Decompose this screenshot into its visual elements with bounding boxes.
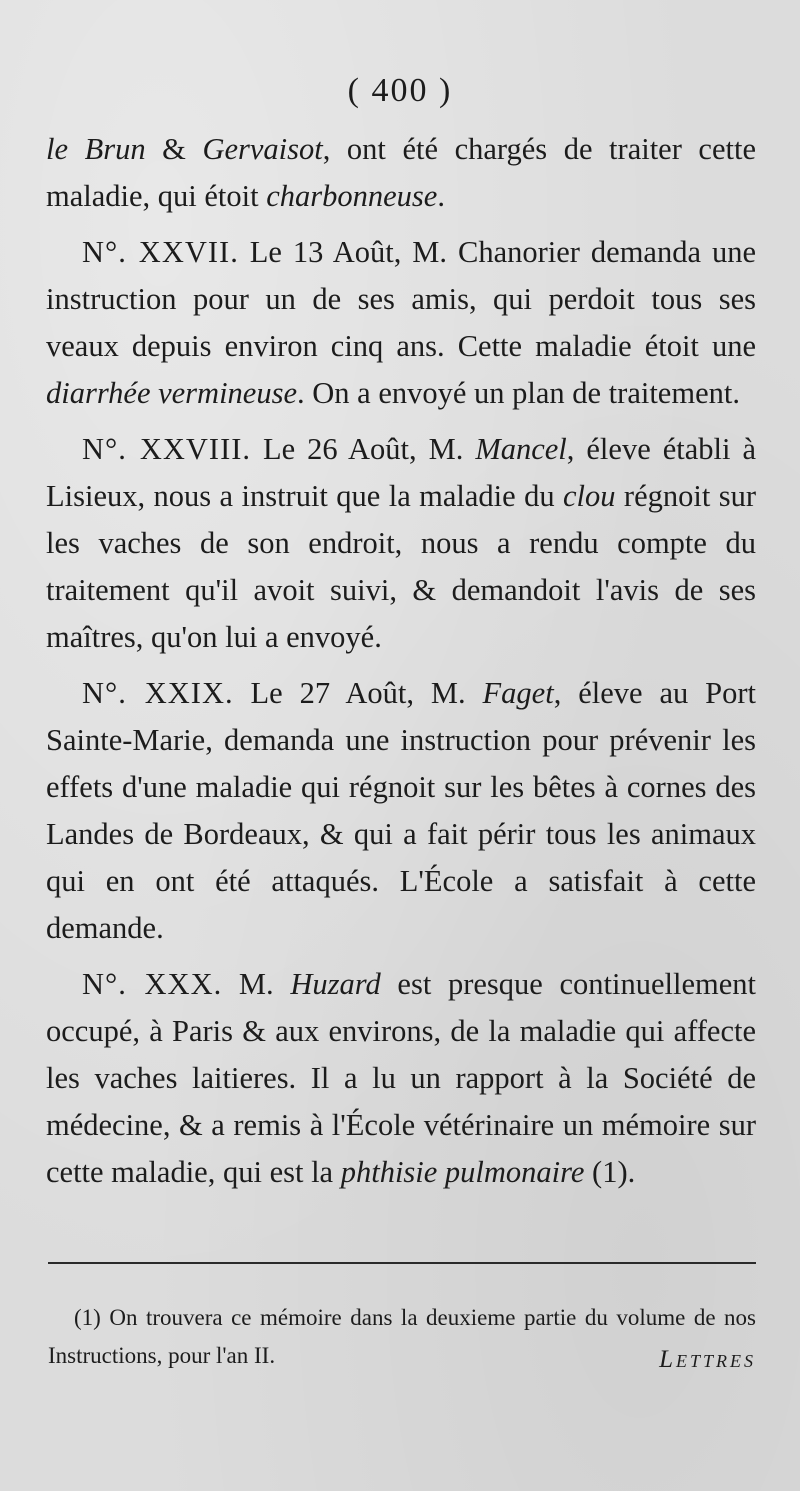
body-text bbox=[46, 126, 756, 1196]
entry-number: N°. XXX. bbox=[82, 967, 223, 1001]
entry-number: N°. XXVIII. bbox=[82, 432, 252, 466]
entry-xxviii: N°. XXVIII. Le 26 Août, M. Mancel, éleve établi à Lisieux, nous a instruit que la maladie du clou régnoit sur les vaches de son endroit, nous a rendu compte du traitement qu'il avoit suivi, & demandoit l'avis de ses maîtres, qu'on lui a envoyé. bbox=[46, 432, 756, 654]
page-number: ( 400 ) bbox=[347, 72, 453, 109]
person-name: Faget bbox=[482, 676, 554, 710]
italic-term: clou bbox=[563, 479, 616, 513]
catchword: Lettres bbox=[659, 1346, 756, 1373]
italic-term: charbonneuse bbox=[266, 179, 438, 213]
footnote-marker: (1) bbox=[74, 1305, 101, 1330]
entry-xxx: N°. XXX. M. Huzard est presque continuellement occupé, à Paris & aux environs, de la maladie qui affecte les vaches laitieres. Il a lu un rapport à la Société de médecine, & a remis à l'École vétérinaire un mémoire sur cette maladie, qui est la phthisie pulmonaire (1). bbox=[46, 967, 756, 1189]
entry-xxix: N°. XXIX. Le 27 Août, M. Faget, éleve au Port Sainte-Marie, demanda une instruction pour prévenir les effets d'une maladie qui régnoit sur les bêtes à cornes des Landes de Bordeaux, & qui a fait périr tous les animaux qui en ont été attaqués. L'École a satisfait à cette demande. bbox=[46, 676, 757, 945]
entry-number: N°. XXVII. bbox=[82, 235, 239, 269]
person-name: le Brun bbox=[46, 132, 146, 166]
person-name: Huzard bbox=[290, 967, 381, 1001]
entry-number: N°. XXIX. bbox=[82, 676, 234, 710]
footnote-rule bbox=[48, 1262, 756, 1264]
footnote-text: On trouvera ce mémoire dans la deuxieme partie du volume de nos Instructions, pour l'an II. bbox=[48, 1305, 756, 1368]
person-name: Mancel bbox=[475, 432, 567, 466]
entry-xxvii: N°. XXVII. Le 13 Août, M. Chanorier demanda une instruction pour un de ses amis, qui perdoit tous ses veaux depuis environ cinq ans. Cette maladie étoit une diarrhée vermineuse. On a envoyé un plan de traitement. bbox=[46, 235, 756, 410]
entry-continuation: le Brun & Gervaisot, ont été chargés de traiter cette maladie, qui étoit charbonneuse. bbox=[46, 132, 756, 213]
italic-term: diarrhée vermineuse bbox=[46, 376, 297, 410]
footnote bbox=[48, 1299, 756, 1375]
italic-term: phthisie pulmonaire bbox=[340, 1155, 585, 1189]
person-name: Gervaisot bbox=[202, 132, 323, 166]
